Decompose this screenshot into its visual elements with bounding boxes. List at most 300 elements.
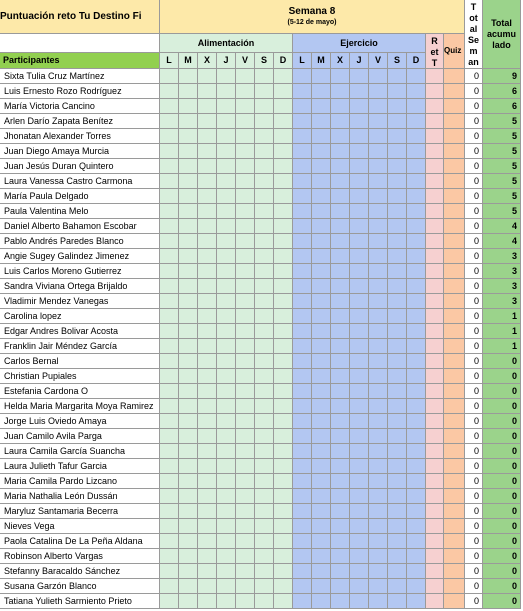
food-cell[interactable] <box>236 444 255 459</box>
exercise-cell[interactable] <box>388 69 407 84</box>
exercise-cell[interactable] <box>369 99 388 114</box>
reto-cell[interactable] <box>426 279 444 294</box>
reto-cell[interactable] <box>426 384 444 399</box>
day-header-exercise[interactable]: D <box>407 53 426 69</box>
exercise-cell[interactable] <box>312 504 331 519</box>
food-cell[interactable] <box>236 459 255 474</box>
exercise-cell[interactable] <box>312 204 331 219</box>
reto-cell[interactable] <box>426 354 444 369</box>
exercise-cell[interactable] <box>293 264 312 279</box>
food-cell[interactable] <box>160 594 179 609</box>
day-header-food[interactable]: V <box>236 53 255 69</box>
exercise-cell[interactable] <box>331 549 350 564</box>
reto-cell[interactable] <box>426 429 444 444</box>
exercise-cell[interactable] <box>293 174 312 189</box>
reto-cell[interactable] <box>426 369 444 384</box>
food-cell[interactable] <box>179 549 198 564</box>
exercise-cell[interactable] <box>407 309 426 324</box>
quiz-cell[interactable] <box>444 99 465 114</box>
food-cell[interactable] <box>179 354 198 369</box>
food-cell[interactable] <box>255 174 274 189</box>
exercise-cell[interactable] <box>350 309 369 324</box>
reto-cell[interactable] <box>426 444 444 459</box>
food-cell[interactable] <box>179 249 198 264</box>
reto-cell[interactable] <box>426 399 444 414</box>
exercise-cell[interactable] <box>407 504 426 519</box>
participant-name[interactable]: Juan Diego Amaya Murcia <box>0 144 160 159</box>
reto-cell[interactable] <box>426 99 444 114</box>
quiz-cell[interactable] <box>444 339 465 354</box>
food-cell[interactable] <box>274 384 293 399</box>
exercise-cell[interactable] <box>350 144 369 159</box>
total-accumulated-cell[interactable]: 4 <box>483 234 521 249</box>
food-cell[interactable] <box>255 279 274 294</box>
week-total-cell[interactable]: 0 <box>465 249 483 264</box>
exercise-cell[interactable] <box>293 549 312 564</box>
food-cell[interactable] <box>236 249 255 264</box>
exercise-cell[interactable] <box>331 324 350 339</box>
exercise-cell[interactable] <box>407 249 426 264</box>
total-accumulated-cell[interactable]: 0 <box>483 549 521 564</box>
exercise-cell[interactable] <box>312 129 331 144</box>
food-cell[interactable] <box>217 519 236 534</box>
food-cell[interactable] <box>198 429 217 444</box>
exercise-cell[interactable] <box>369 114 388 129</box>
food-cell[interactable] <box>198 354 217 369</box>
exercise-cell[interactable] <box>293 249 312 264</box>
exercise-cell[interactable] <box>350 594 369 609</box>
food-cell[interactable] <box>160 294 179 309</box>
food-cell[interactable] <box>255 294 274 309</box>
week-total-cell[interactable]: 0 <box>465 174 483 189</box>
participant-name[interactable]: Carolina lopez <box>0 309 160 324</box>
food-cell[interactable] <box>255 339 274 354</box>
participant-name[interactable]: Sixta Tulia Cruz Martínez <box>0 69 160 84</box>
participant-name[interactable]: Jhonatan Alexander Torres <box>0 129 160 144</box>
food-cell[interactable] <box>255 309 274 324</box>
week-total-cell[interactable]: 0 <box>465 414 483 429</box>
food-cell[interactable] <box>274 249 293 264</box>
food-cell[interactable] <box>236 189 255 204</box>
food-cell[interactable] <box>217 234 236 249</box>
quiz-cell[interactable] <box>444 489 465 504</box>
total-accumulated-cell[interactable]: 5 <box>483 189 521 204</box>
exercise-cell[interactable] <box>388 204 407 219</box>
participant-name[interactable]: Vladimir Mendez Vanegas <box>0 294 160 309</box>
week-total-cell[interactable]: 0 <box>465 339 483 354</box>
exercise-cell[interactable] <box>312 369 331 384</box>
food-cell[interactable] <box>236 144 255 159</box>
week-total-cell[interactable]: 0 <box>465 204 483 219</box>
participant-name[interactable]: Arlen Darío Zapata Benítez <box>0 114 160 129</box>
exercise-cell[interactable] <box>388 114 407 129</box>
exercise-cell[interactable] <box>312 399 331 414</box>
reto-cell[interactable] <box>426 204 444 219</box>
week-total-cell[interactable]: 0 <box>465 279 483 294</box>
exercise-cell[interactable] <box>369 504 388 519</box>
exercise-cell[interactable] <box>293 384 312 399</box>
food-cell[interactable] <box>236 414 255 429</box>
exercise-cell[interactable] <box>312 249 331 264</box>
exercise-cell[interactable] <box>331 489 350 504</box>
exercise-cell[interactable] <box>369 579 388 594</box>
reto-cell[interactable] <box>426 189 444 204</box>
total-accumulated-cell[interactable]: 5 <box>483 159 521 174</box>
quiz-cell[interactable] <box>444 534 465 549</box>
week-total-cell[interactable]: 0 <box>465 564 483 579</box>
reto-cell[interactable] <box>426 309 444 324</box>
food-cell[interactable] <box>236 219 255 234</box>
exercise-cell[interactable] <box>369 264 388 279</box>
exercise-cell[interactable] <box>331 159 350 174</box>
quiz-cell[interactable] <box>444 444 465 459</box>
exercise-cell[interactable] <box>293 369 312 384</box>
reto-cell[interactable] <box>426 519 444 534</box>
day-header-exercise[interactable]: X <box>331 53 350 69</box>
food-cell[interactable] <box>236 174 255 189</box>
exercise-cell[interactable] <box>407 69 426 84</box>
food-cell[interactable] <box>160 219 179 234</box>
participant-name[interactable]: Nieves Vega <box>0 519 160 534</box>
week-total-cell[interactable]: 0 <box>465 594 483 609</box>
food-cell[interactable] <box>179 114 198 129</box>
food-cell[interactable] <box>274 339 293 354</box>
food-cell[interactable] <box>236 279 255 294</box>
exercise-cell[interactable] <box>331 519 350 534</box>
exercise-cell[interactable] <box>293 519 312 534</box>
food-cell[interactable] <box>217 159 236 174</box>
exercise-cell[interactable] <box>369 519 388 534</box>
food-cell[interactable] <box>274 129 293 144</box>
quiz-cell[interactable] <box>444 399 465 414</box>
participant-name[interactable]: Juan Jesús Duran Quintero <box>0 159 160 174</box>
exercise-cell[interactable] <box>312 84 331 99</box>
participant-name[interactable]: Maria Camila Pardo Lizcano <box>0 474 160 489</box>
quiz-cell[interactable] <box>444 204 465 219</box>
exercise-cell[interactable] <box>331 174 350 189</box>
exercise-cell[interactable] <box>293 504 312 519</box>
exercise-cell[interactable] <box>388 189 407 204</box>
exercise-cell[interactable] <box>388 234 407 249</box>
week-total-cell[interactable]: 0 <box>465 474 483 489</box>
food-cell[interactable] <box>217 459 236 474</box>
quiz-cell[interactable] <box>444 279 465 294</box>
exercise-cell[interactable] <box>312 264 331 279</box>
food-cell[interactable] <box>160 459 179 474</box>
exercise-cell[interactable] <box>407 444 426 459</box>
exercise-cell[interactable] <box>331 564 350 579</box>
reto-cell[interactable] <box>426 339 444 354</box>
food-cell[interactable] <box>274 459 293 474</box>
food-cell[interactable] <box>179 324 198 339</box>
food-cell[interactable] <box>198 219 217 234</box>
exercise-cell[interactable] <box>293 474 312 489</box>
title-cell[interactable] <box>0 0 160 34</box>
exercise-cell[interactable] <box>331 384 350 399</box>
total-accumulated-cell[interactable]: 0 <box>483 594 521 609</box>
food-cell[interactable] <box>236 369 255 384</box>
food-cell[interactable] <box>198 249 217 264</box>
reto-cell[interactable] <box>426 504 444 519</box>
quiz-header[interactable] <box>444 34 465 69</box>
exercise-cell[interactable] <box>369 159 388 174</box>
quiz-cell[interactable] <box>444 114 465 129</box>
participant-name[interactable]: Sandra Viviana Ortega Brijaldo <box>0 279 160 294</box>
exercise-cell[interactable] <box>350 519 369 534</box>
food-cell[interactable] <box>236 474 255 489</box>
exercise-cell[interactable] <box>293 279 312 294</box>
day-header-exercise[interactable]: S <box>388 53 407 69</box>
food-cell[interactable] <box>217 399 236 414</box>
participant-name[interactable]: Laura Camila García Suancha <box>0 444 160 459</box>
exercise-cell[interactable] <box>388 489 407 504</box>
exercise-cell[interactable] <box>407 429 426 444</box>
exercise-cell[interactable] <box>388 519 407 534</box>
total-accumulated-cell[interactable]: 5 <box>483 174 521 189</box>
food-cell[interactable] <box>160 369 179 384</box>
food-cell[interactable] <box>274 369 293 384</box>
exercise-cell[interactable] <box>369 399 388 414</box>
food-cell[interactable] <box>255 549 274 564</box>
food-cell[interactable] <box>179 159 198 174</box>
food-cell[interactable] <box>160 84 179 99</box>
exercise-cell[interactable] <box>293 234 312 249</box>
exercise-cell[interactable] <box>293 144 312 159</box>
exercise-cell[interactable] <box>312 174 331 189</box>
food-cell[interactable] <box>160 309 179 324</box>
participant-name[interactable]: Edgar Andres Bolivar Acosta <box>0 324 160 339</box>
exercise-cell[interactable] <box>369 459 388 474</box>
exercise-cell[interactable] <box>293 579 312 594</box>
total-accumulated-cell[interactable]: 0 <box>483 444 521 459</box>
food-cell[interactable] <box>198 384 217 399</box>
food-cell[interactable] <box>236 579 255 594</box>
exercise-cell[interactable] <box>350 114 369 129</box>
food-cell[interactable] <box>198 159 217 174</box>
exercise-cell[interactable] <box>312 219 331 234</box>
food-cell[interactable] <box>160 69 179 84</box>
total-accumulated-cell[interactable]: 1 <box>483 339 521 354</box>
food-cell[interactable] <box>274 489 293 504</box>
food-cell[interactable] <box>198 294 217 309</box>
exercise-cell[interactable] <box>293 339 312 354</box>
week-total-cell[interactable]: 0 <box>465 99 483 114</box>
exercise-cell[interactable] <box>293 429 312 444</box>
food-cell[interactable] <box>255 114 274 129</box>
day-header-food[interactable]: S <box>255 53 274 69</box>
food-cell[interactable] <box>274 549 293 564</box>
exercise-cell[interactable] <box>350 219 369 234</box>
food-cell[interactable] <box>160 189 179 204</box>
food-cell[interactable] <box>217 264 236 279</box>
exercise-cell[interactable] <box>407 549 426 564</box>
food-cell[interactable] <box>198 459 217 474</box>
food-cell[interactable] <box>274 474 293 489</box>
exercise-cell[interactable] <box>331 459 350 474</box>
week-total-cell[interactable]: 0 <box>465 579 483 594</box>
food-cell[interactable] <box>255 594 274 609</box>
exercise-cell[interactable] <box>312 309 331 324</box>
exercise-cell[interactable] <box>331 444 350 459</box>
total-week-header[interactable] <box>465 0 483 69</box>
food-cell[interactable] <box>236 489 255 504</box>
reto-cell[interactable] <box>426 84 444 99</box>
exercise-cell[interactable] <box>350 384 369 399</box>
exercise-cell[interactable] <box>388 429 407 444</box>
quiz-cell[interactable] <box>444 309 465 324</box>
food-cell[interactable] <box>274 354 293 369</box>
week-total-cell[interactable]: 0 <box>465 114 483 129</box>
food-cell[interactable] <box>179 129 198 144</box>
exercise-cell[interactable] <box>331 504 350 519</box>
exercise-cell[interactable] <box>312 69 331 84</box>
exercise-cell[interactable] <box>331 249 350 264</box>
food-cell[interactable] <box>274 534 293 549</box>
exercise-cell[interactable] <box>331 294 350 309</box>
exercise-cell[interactable] <box>350 564 369 579</box>
week-total-cell[interactable]: 0 <box>465 354 483 369</box>
food-cell[interactable] <box>236 294 255 309</box>
food-cell[interactable] <box>198 264 217 279</box>
exercise-cell[interactable] <box>312 234 331 249</box>
exercise-cell[interactable] <box>350 474 369 489</box>
exercise-cell[interactable] <box>350 549 369 564</box>
food-cell[interactable] <box>274 84 293 99</box>
participant-name[interactable]: Daniel Alberto Bahamon Escobar <box>0 219 160 234</box>
reto-cell[interactable] <box>426 459 444 474</box>
food-cell[interactable] <box>160 474 179 489</box>
exercise-cell[interactable] <box>388 159 407 174</box>
blank-cell[interactable] <box>0 34 160 53</box>
food-cell[interactable] <box>179 264 198 279</box>
food-cell[interactable] <box>198 99 217 114</box>
exercise-cell[interactable] <box>350 69 369 84</box>
exercise-cell[interactable] <box>388 399 407 414</box>
food-cell[interactable] <box>236 309 255 324</box>
exercise-cell[interactable] <box>407 519 426 534</box>
exercise-cell[interactable] <box>369 219 388 234</box>
food-cell[interactable] <box>160 534 179 549</box>
food-cell[interactable] <box>274 144 293 159</box>
exercise-cell[interactable] <box>407 564 426 579</box>
food-cell[interactable] <box>236 204 255 219</box>
exercise-cell[interactable] <box>369 204 388 219</box>
exercise-cell[interactable] <box>331 189 350 204</box>
exercise-cell[interactable] <box>388 504 407 519</box>
total-accumulated-cell[interactable]: 0 <box>483 429 521 444</box>
total-accumulated-cell[interactable]: 3 <box>483 264 521 279</box>
food-cell[interactable] <box>179 144 198 159</box>
participant-name[interactable]: Pablo Andrés Paredes Blanco <box>0 234 160 249</box>
exercise-cell[interactable] <box>293 564 312 579</box>
exercise-cell[interactable] <box>350 459 369 474</box>
food-cell[interactable] <box>217 549 236 564</box>
food-cell[interactable] <box>217 114 236 129</box>
food-cell[interactable] <box>160 549 179 564</box>
exercise-cell[interactable] <box>407 144 426 159</box>
exercise-cell[interactable] <box>293 594 312 609</box>
food-cell[interactable] <box>179 489 198 504</box>
food-cell[interactable] <box>236 549 255 564</box>
food-cell[interactable] <box>217 594 236 609</box>
food-cell[interactable] <box>274 444 293 459</box>
exercise-cell[interactable] <box>312 564 331 579</box>
food-cell[interactable] <box>198 189 217 204</box>
participant-name[interactable]: Jorge Luis Oviedo Amaya <box>0 414 160 429</box>
food-cell[interactable] <box>179 234 198 249</box>
food-cell[interactable] <box>274 414 293 429</box>
food-cell[interactable] <box>160 324 179 339</box>
food-cell[interactable] <box>198 309 217 324</box>
food-cell[interactable] <box>255 264 274 279</box>
reto-cell[interactable] <box>426 579 444 594</box>
food-cell[interactable] <box>198 204 217 219</box>
food-cell[interactable] <box>217 444 236 459</box>
total-acum-header[interactable] <box>483 0 521 69</box>
exercise-cell[interactable] <box>407 369 426 384</box>
food-cell[interactable] <box>179 579 198 594</box>
total-accumulated-cell[interactable]: 0 <box>483 519 521 534</box>
food-cell[interactable] <box>255 579 274 594</box>
exercise-cell[interactable] <box>293 444 312 459</box>
exercise-cell[interactable] <box>312 159 331 174</box>
participant-name[interactable]: Luis Ernesto Rozo Rodríguez <box>0 84 160 99</box>
exercise-cell[interactable] <box>312 354 331 369</box>
exercise-cell[interactable] <box>369 84 388 99</box>
food-cell[interactable] <box>198 594 217 609</box>
week-total-cell[interactable]: 0 <box>465 219 483 234</box>
exercise-cell[interactable] <box>388 219 407 234</box>
food-cell[interactable] <box>236 234 255 249</box>
exercise-cell[interactable] <box>293 219 312 234</box>
total-accumulated-cell[interactable]: 1 <box>483 324 521 339</box>
reto-cell[interactable] <box>426 249 444 264</box>
exercise-cell[interactable] <box>407 324 426 339</box>
total-accumulated-cell[interactable]: 5 <box>483 114 521 129</box>
food-cell[interactable] <box>160 579 179 594</box>
food-cell[interactable] <box>160 444 179 459</box>
food-cell[interactable] <box>198 69 217 84</box>
exercise-cell[interactable] <box>350 444 369 459</box>
reto-cell[interactable] <box>426 489 444 504</box>
exercise-cell[interactable] <box>407 399 426 414</box>
food-cell[interactable] <box>198 564 217 579</box>
exercise-cell[interactable] <box>350 294 369 309</box>
exercise-cell[interactable] <box>331 354 350 369</box>
week-total-cell[interactable]: 0 <box>465 444 483 459</box>
reto-cell[interactable] <box>426 534 444 549</box>
exercise-cell[interactable] <box>293 84 312 99</box>
food-cell[interactable] <box>179 69 198 84</box>
exercise-cell[interactable] <box>388 594 407 609</box>
participant-name[interactable]: Laura Vanessa Castro Carmona <box>0 174 160 189</box>
total-accumulated-cell[interactable]: 9 <box>483 69 521 84</box>
exercise-cell[interactable] <box>293 414 312 429</box>
total-accumulated-cell[interactable]: 0 <box>483 369 521 384</box>
exercise-cell[interactable] <box>350 354 369 369</box>
participant-name[interactable]: Maria Nathalia León Dussán <box>0 489 160 504</box>
food-cell[interactable] <box>274 189 293 204</box>
exercise-cell[interactable] <box>293 294 312 309</box>
exercise-cell[interactable] <box>407 459 426 474</box>
food-cell[interactable] <box>274 399 293 414</box>
week-total-cell[interactable]: 0 <box>465 399 483 414</box>
exercise-cell[interactable] <box>388 129 407 144</box>
food-cell[interactable] <box>160 204 179 219</box>
food-cell[interactable] <box>274 294 293 309</box>
exercise-cell[interactable] <box>350 174 369 189</box>
week-header[interactable] <box>160 0 465 34</box>
